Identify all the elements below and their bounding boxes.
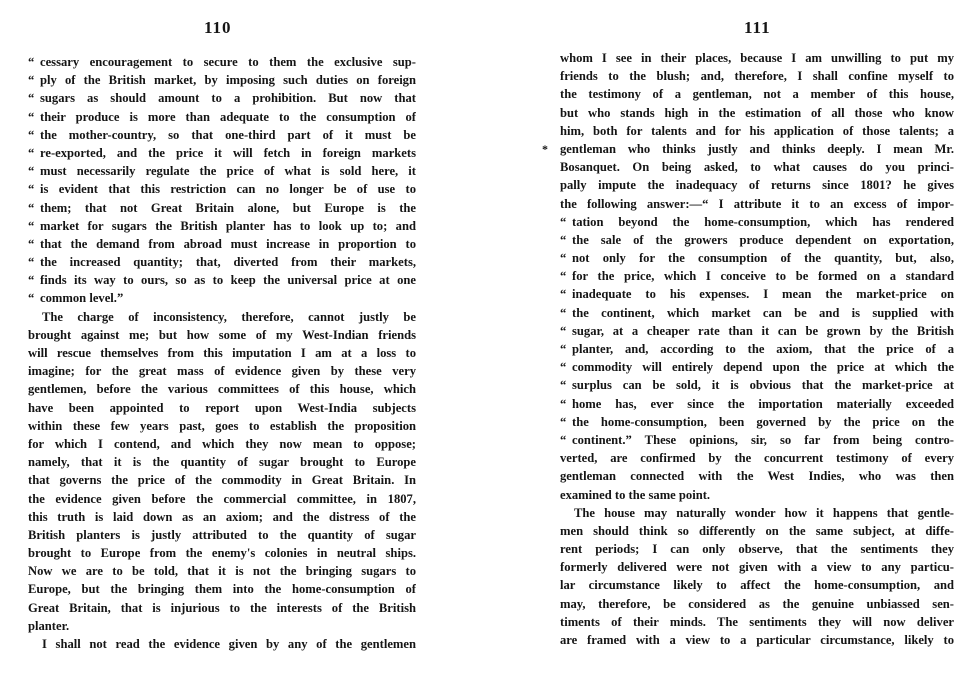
quote-mark: “ [28,273,35,288]
quote-mark: “ [28,55,35,69]
margin-mark: * [542,142,548,156]
text-line [560,285,954,303]
text-line [560,176,954,194]
line-text: Europe, but the bringing them into the home-consumption of [28,582,416,597]
text-line [560,595,954,613]
line-text: is evident that this restriction can no longer be of use to [40,182,416,197]
text-line [28,89,416,107]
line-text: planter. [28,618,70,633]
line-text: pally impute the inadequacy of returns since 1801? he gives [560,178,954,193]
text-line [560,431,954,449]
line-text: verted, are confirmed by the concurrent testimony of every [560,451,954,466]
line-text: the increased quantity; that, diverted from their markets, [40,255,416,270]
text-line [28,235,416,253]
line-text: commodity will entirely depend upon the price at which the [572,360,954,375]
left-page-text [28,53,416,653]
line-text: sugars as should amount to a prohibition. But now that [40,91,416,106]
quote-mark: “ [560,414,567,429]
text-line [560,467,954,485]
text-line [560,322,954,340]
text-line [28,380,416,398]
text-line [560,449,954,467]
quote-mark: “ [560,251,567,266]
quote-mark: “ [560,269,567,284]
line-text: Great Britain, that is injurious to the interests of the British [28,600,416,615]
line-text: finds its way to ours, so as to keep the universal price at one [40,273,416,288]
line-text: planter, and, according to the axiom, that the price of a [572,342,954,356]
text-line [28,180,416,198]
text-line [560,558,954,576]
text-line [28,326,416,344]
page-number-left: 110 [204,18,232,37]
text-line [560,195,954,213]
text-line [560,613,954,631]
text-line [28,417,416,435]
line-text: will rescue themselves from this imputation I am at a loss to [28,346,416,360]
quote-mark: “ [28,109,35,124]
line-text: the testimony of a gentleman, not a member of this house, [560,87,954,102]
quote-mark: “ [28,182,35,197]
line-text: ply of the British market, by imposing such duties on foreign [40,73,416,88]
line-text: the continent, which market can be and is supplied with [572,305,954,320]
text-line [28,308,416,326]
text-line [560,304,954,322]
text-line [28,362,416,380]
line-text: lar circumstance likely to affect the home-consumption, and [560,578,954,593]
right-page-text [560,49,954,649]
line-text: for which I contend, and which they now mean to oppose; [28,436,416,451]
line-text: brought against me; but how some of my West-Indian friends [28,327,416,342]
quote-mark: “ [28,127,35,142]
line-text: not only for the consumption of the quantity, but, also, [572,251,954,266]
line-text: formerly delivered were not given with a view to any particu- [560,560,954,575]
text-line [28,544,416,562]
line-text: timents of their minds. The sentiments they will now deliver [560,614,954,629]
text-line [28,108,416,126]
text-line [560,158,954,176]
line-text: home has, ever since the importation materially exceeded [572,396,954,411]
line-text: Bosanquet. On being asked, to what causes do you princi- [560,160,954,175]
quote-mark: “ [28,255,35,270]
line-text: re-exported, and the price it will fetch in foreign markets [40,145,416,160]
text-line [28,490,416,508]
text-line [28,526,416,544]
text-line [560,231,954,249]
right-page [490,0,980,682]
text-line [560,67,954,85]
text-line [560,85,954,103]
line-text: The house may naturally wonder how it happens that gentle- [574,505,954,520]
text-line [28,471,416,489]
text-line [28,599,416,617]
line-text: tation beyond the home-consumption, which has rendered [572,214,954,229]
text-line [560,631,954,649]
quote-mark: “ [28,164,35,179]
text-line [28,580,416,598]
text-line [560,49,954,67]
line-text: cessary encouragement to secure to them the exclusive sup- [40,55,416,69]
line-text: brought to Europe from the enemy's colonies in neutral ships. [28,546,416,561]
line-text: namely, that it is the quantity of sugar brought to Europe [28,455,416,470]
line-text: must necessarily regulate the price of what is sold here, it [40,164,416,179]
text-line [560,104,954,122]
line-text: gentleman connected with the West Indies, who was then [560,469,954,484]
line-text: whom I see in their places, because I am unwilling to put my [560,51,954,65]
text-line [28,635,416,653]
quote-mark: “ [560,396,567,411]
line-text: for the price, which I conceive to be formed on a standard [572,269,954,284]
text-line [560,358,954,376]
text-line [560,122,954,140]
line-text: are framed with a view to a particular circumstance, likely to [560,633,954,647]
line-text: I shall not read the evidence given by any of the gentlemen [42,637,416,651]
text-line [28,126,416,144]
line-text: rent periods; I can only observe, that the sentiments they [560,542,954,557]
line-text: continent.” These opinions, sir, so far from being contro- [572,432,954,447]
text-line [28,435,416,453]
line-text: inadequate to his expenses. I mean the market-price on [572,287,954,302]
line-text: Now we are to be told, that it is not the bringing sugars to [28,564,416,579]
text-line [560,340,954,358]
line-text: surplus can be sold, it is obvious that the market-price at [572,378,954,393]
quote-mark: “ [28,91,35,106]
text-line [560,504,954,522]
line-text: but who stands high in the estimation of all those who know [560,105,954,120]
line-text: that governs the price of the commodity in Great Britain. In [28,473,416,488]
line-text: the mother-country, so that one-third part of it must be [40,127,416,142]
line-text: may, therefore, be considered as the genuine unbiassed sen- [560,596,954,611]
line-text: the evidence given before the commercial committee, in 1807, [28,491,416,506]
line-text: common level.” [40,291,124,306]
text-line [28,508,416,526]
quote-mark: “ [28,200,35,215]
text-line [28,271,416,289]
line-text: the sale of the growers produce dependent on exportation, [572,232,954,247]
text-line [28,217,416,235]
text-line [28,199,416,217]
line-text: sugar, at a cheaper rate than it can be grown by the British [572,323,954,338]
quote-mark: “ [28,73,35,88]
text-line [560,576,954,594]
text-line [28,453,416,471]
text-line [28,162,416,180]
line-text: gentleman who thinks justly and thinks deeply. I mean Mr. [560,141,954,156]
text-line [560,522,954,540]
quote-mark: “ [560,323,567,338]
line-text: within these few years past, goes to establish the proposition [28,418,416,433]
text-line [560,395,954,413]
line-text: that the demand from abroad must increase in proportion to [40,236,416,251]
line-text: have been appointed to report upon West-India subjects [28,400,416,415]
line-text: men should think so differently on the same subject, at diffe- [560,523,954,538]
text-line [28,253,416,271]
text-line [560,413,954,431]
line-text: The charge of inconsistency, therefore, cannot justly be [42,309,416,324]
text-line [560,486,954,504]
line-text: gentlemen, before the various committees of this house, which [28,382,416,397]
page-number-right: 111 [744,18,771,37]
text-line [28,53,416,71]
quote-mark: “ [28,236,35,251]
text-line [28,617,416,635]
text-line [28,71,416,89]
quote-mark: “ [560,342,567,356]
line-text: the following answer:—“ I attribute it to an excess of impor- [560,196,954,211]
text-line [28,562,416,580]
text-line [28,144,416,162]
line-text: their produce is more than adequate to the consumption of [40,109,416,124]
quote-mark: “ [560,378,567,393]
quote-mark: “ [560,287,567,302]
text-line [28,399,416,417]
text-line [28,344,416,362]
line-text: market for sugars the British planter has to look up to; and [40,218,416,233]
quote-mark: “ [560,432,567,447]
text-line [560,267,954,285]
quote-mark: “ [28,145,35,160]
text-line [28,289,416,307]
quote-mark: “ [560,360,567,375]
text-line [560,249,954,267]
quote-mark: “ [560,232,567,247]
line-text: this truth is laid down as an axiom; and the distress of the [28,509,416,524]
line-text: him, both for talents and for his application of those talents; a [560,123,954,138]
line-text: examined to the same point. [560,487,711,502]
text-line [560,540,954,558]
line-text: imagine; for the great mass of evidence given by these very [28,364,416,379]
quote-mark: “ [560,214,567,229]
quote-mark: “ [28,218,35,233]
text-line [560,140,954,158]
line-text: British planters is justly attributed to the quantity of sugar [28,527,416,542]
line-text: the home-consumption, been governed by the price on the [572,414,954,429]
line-text: them; that not Great Britain alone, but Europe is the [40,200,416,215]
text-line [560,376,954,394]
quote-mark: “ [28,291,35,306]
quote-mark: “ [560,305,567,320]
text-line [560,213,954,231]
line-text: friends to the blush; and, therefore, I shall confine myself to [560,69,954,84]
